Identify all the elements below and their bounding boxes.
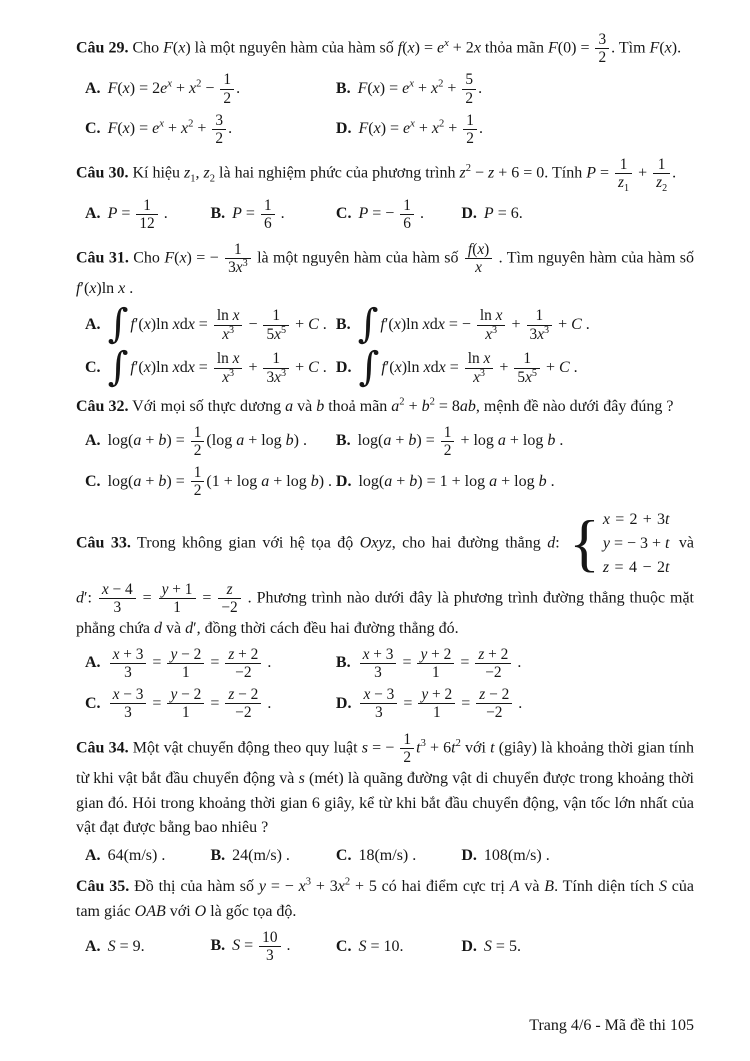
option-label: A. — [85, 937, 101, 955]
integral-icon: ∫ — [107, 344, 129, 391]
option-body: $F(x) = e^x + x^2$ + $\frac{3}{2}$ . — [107, 111, 233, 147]
question-33 — [76, 508, 694, 723]
option-body: 64(m/s) . — [107, 847, 166, 865]
option-C — [85, 344, 336, 391]
option-A — [85, 935, 210, 959]
option-A — [85, 196, 210, 233]
fraction: $\frac{z + 2}{-2}$ — [225, 646, 261, 681]
fraction: $\frac{x - 3}{3}$ — [360, 686, 397, 721]
fraction: $\frac{10}{3}$ — [259, 929, 280, 964]
question-31-body — [76, 240, 694, 302]
option-body: $\frac{x + 3}{3}$ = $\frac{y + 2}{1}$ = $\frac{z + 2}{-2}$ . — [358, 654, 522, 671]
fraction: $\frac{x + 3}{3}$ — [110, 646, 147, 681]
option-C — [85, 685, 336, 722]
fraction: $\frac{1}{2}$ — [220, 71, 234, 106]
fraction: $\frac{y - 2}{1}$ — [167, 686, 204, 721]
question-paragraph: Câu 33. Trong không gian với hệ tọa độ Oxyz, cho hai đường thẳng d: { x = 2 + 3t y = − 3 + t z = 4 − 2t và — [76, 507, 695, 579]
option-label: B. — [210, 937, 226, 955]
option-body: S = 5. — [483, 937, 521, 955]
fraction: $\frac{y + 2}{1}$ — [418, 686, 455, 721]
fraction: $\frac{\text{ln x}}{x^3}$ — [214, 350, 243, 385]
option-body: 18(m/s) . — [358, 847, 417, 865]
option-C — [336, 844, 461, 868]
option-label: A. — [85, 847, 101, 865]
option-body: P = 6. — [483, 205, 523, 223]
option-label: B. — [210, 847, 226, 865]
option-body: S = 10. — [358, 937, 404, 955]
option-C — [336, 196, 461, 233]
option-D — [336, 685, 694, 722]
fraction: $\frac{x + 3}{3}$ — [360, 646, 397, 681]
integral-icon: ∫ — [357, 301, 379, 348]
option-label: D. — [335, 472, 352, 490]
fraction: $\frac{\text{ln x}}{x^3}$ — [214, 307, 243, 342]
equation-system — [569, 508, 669, 580]
question-29 — [76, 30, 694, 148]
option-body: log(a + b) = $\frac{1}{2}$ + log a + log b . — [357, 423, 564, 460]
fraction: $\frac{1}{12}$ — [136, 197, 157, 232]
option-B — [336, 70, 694, 107]
option-label: B. — [335, 432, 351, 450]
option-body: $F(x) = e^x + x^2$ + $\frac{1}{2}$ . — [358, 111, 483, 147]
option-body: S = 9. — [107, 937, 145, 955]
question-33-body — [76, 508, 694, 642]
option-label: A. — [85, 432, 101, 450]
fraction: $\frac{z - 2}{-2}$ — [476, 686, 512, 721]
fraction: $\frac{x - 3}{3}$ — [110, 686, 147, 721]
option-label: D. — [461, 937, 477, 955]
option-body: $\frac{x + 3}{3}$ = $\frac{y - 2}{1}$ = $\frac{z + 2}{-2}$ . — [108, 654, 272, 671]
fraction: $\frac{1}{3x^3}$ — [225, 241, 251, 276]
option-body: log(a + b) = 1 + log a + log b . — [358, 472, 555, 490]
option-label: C. — [85, 472, 101, 490]
option-label: B. — [335, 79, 351, 97]
option-body: log(a + b) = $\frac{1}{2}$ (1 + log a + log b) . — [107, 464, 333, 500]
question-35-body — [76, 875, 694, 925]
option-body: P = − $\frac{1}{6}$ . — [358, 196, 424, 232]
question-30-options — [76, 196, 694, 233]
option-D — [336, 470, 694, 494]
option-body: ∫ f′(x)ln xdx = $\frac{\text{ln x}}{x^3}$ + $\frac{1}{3x^3}$ + C . — [107, 344, 327, 391]
fraction: $\frac{1}{2}$ — [191, 464, 205, 499]
option-body: $F(x) = 2e^x + x^2$ − $\frac{1}{2}$ . — [107, 71, 241, 107]
fraction: $\frac{z + 2}{-2}$ — [475, 646, 511, 681]
option-label: B. — [210, 204, 226, 222]
option-body: $\frac{x - 3}{3}$ = $\frac{y + 2}{1}$ = $\frac{z - 2}{-2}$ . — [358, 695, 522, 712]
fraction: $\frac{3}{2}$ — [595, 31, 609, 66]
question-32 — [76, 395, 694, 501]
question-32-options — [76, 423, 694, 501]
question-31-options — [76, 301, 694, 391]
fraction: $\frac{1}{6}$ — [400, 197, 414, 232]
question-29-options — [76, 70, 694, 148]
fraction: $\frac{1}{2}$ — [441, 424, 455, 459]
option-A — [85, 423, 336, 460]
option-body: S = $\frac{10}{3}$ . — [232, 928, 291, 965]
option-D — [461, 935, 694, 959]
fraction: $\frac{1}{6}$ — [261, 197, 275, 232]
option-D — [336, 111, 694, 148]
option-B — [335, 301, 694, 348]
question-paragraph: Câu 35. Đồ thị của hàm số y = − $x^3 + 3x^2 + 5$ có hai điểm cực trị A và B. Tính diện tích S của tam giác OAB với O là gốc tọa độ. — [76, 876, 695, 921]
question-31 — [76, 240, 695, 391]
option-B — [210, 844, 335, 868]
fraction: $\frac{y - 2}{1}$ — [167, 646, 204, 681]
equation-line: x = 2 + 3t — [602, 510, 670, 528]
option-label: C. — [335, 847, 352, 865]
option-body: P = $\frac{1}{6}$ . — [232, 196, 285, 232]
fraction: $\frac{\text{ln x}}{x^3}$ — [465, 350, 494, 385]
option-D — [461, 844, 694, 868]
option-B — [210, 928, 335, 965]
option-body: ∫ f′(x)ln xdx = $\frac{\text{ln x}}{x^3}$ + $\frac{1}{5x^5}$ + C . — [358, 344, 578, 391]
option-label: D. — [335, 120, 352, 138]
fraction: $\frac{z}{-2}$ — [218, 581, 240, 616]
fraction: $\frac{y + 1}{1}$ — [159, 581, 196, 616]
integral-icon: ∫ — [358, 344, 380, 391]
question-34-body — [76, 730, 694, 842]
option-B — [210, 196, 335, 233]
option-body: 108(m/s) . — [483, 847, 550, 865]
equation-line: y = − 3 + t — [602, 534, 670, 552]
fraction: $\frac{\text{ln x}}{x^3}$ — [477, 307, 506, 342]
question-paragraph: Câu 32. Với mọi số thực dương a và b thoả mãn $a^2 + b^2 = 8ab$, mệnh đề nào dưới đây đúng ? — [76, 396, 674, 416]
fraction: $\frac{1}{z_1}$ — [615, 156, 632, 191]
option-C — [85, 111, 336, 148]
option-label: C. — [85, 694, 101, 712]
option-A — [85, 645, 336, 682]
option-label: B. — [335, 315, 351, 333]
fraction: $\frac{1}{2}$ — [191, 424, 205, 459]
fraction: $\frac{x - 4}{3}$ — [99, 581, 136, 616]
option-label: C. — [85, 358, 101, 376]
option-C — [336, 935, 461, 959]
fraction: $\frac{1}{5x^5}$ — [514, 350, 540, 385]
option-A — [85, 70, 336, 107]
equation-line: z = 4 − 2t — [602, 558, 670, 576]
page-footer: Trang 4/6 - Mã đề thi 105 — [529, 1017, 694, 1034]
option-label: D. — [461, 205, 477, 223]
fraction: $\frac{3}{2}$ — [212, 112, 226, 147]
question-paragraph: Câu 29. Cho F(x) là một nguyên hàm của hàm số $f(x) = e^x + 2x$ thỏa mãn F(0) = $\frac{3}{2}$ . Tìm F(x). — [76, 31, 682, 67]
option-C — [85, 463, 336, 500]
fraction: $\frac{y + 2}{1}$ — [417, 646, 454, 681]
option-D — [335, 344, 694, 391]
option-body: $\frac{x - 3}{3}$ = $\frac{y - 2}{1}$ = $\frac{z - 2}{-2}$ . — [108, 695, 272, 712]
question-34-options — [76, 844, 694, 868]
option-body: ∫ f′(x)ln xdx = $\frac{\text{ln x}}{x^3}$ − $\frac{1}{5x^5}$ + C . — [107, 301, 327, 348]
fraction: $\frac{1}{z_2}$ — [653, 156, 670, 191]
option-label: C. — [335, 204, 352, 222]
fraction: $\frac{f(x)}{x}$ — [465, 241, 492, 276]
question-paragraph: Câu 30. Kí hiệu $z_1$, $z_2$ là hai nghiệm phức của phương trình $z^2 - z + 6 = 0$. Tính P = $\frac{1}{z_1}$ + $\frac{1}{z_2}$ . — [76, 156, 677, 195]
option-D — [461, 202, 694, 226]
fraction: $\frac{1}{3x^3}$ — [527, 307, 553, 342]
option-label: C. — [335, 937, 352, 955]
option-body: ∫ f′(x)ln xdx = − $\frac{\text{ln x}}{x^3}$ + $\frac{1}{3x^3}$ + C . — [357, 301, 590, 348]
fraction: $\frac{1}{2}$ — [463, 112, 477, 147]
option-label: D. — [461, 847, 477, 865]
fraction: $\frac{5}{2}$ — [462, 71, 476, 106]
question-35 — [76, 875, 694, 965]
option-label: A. — [85, 654, 101, 672]
option-body: log(a + b) = $\frac{1}{2}$ (log a + log b) . — [107, 423, 307, 460]
option-B — [336, 645, 694, 682]
option-A — [85, 844, 210, 868]
option-body: P = $\frac{1}{12}$ . — [107, 196, 168, 232]
option-label: A. — [85, 204, 101, 222]
integral-icon: ∫ — [107, 301, 129, 348]
question-29-body — [76, 30, 694, 67]
question-paragraph: Câu 31. Cho F(x) = − $\frac{1}{3x^3}$ là một nguyên hàm của hàm số $\frac{f(x)}{x}$ . Tìm nguyên hàm của hàm số f′(x)ln x . — [76, 240, 695, 298]
fraction: $\frac{z - 2}{-2}$ — [225, 686, 261, 721]
question-paragraph: Câu 34. Một vật chuyển động theo quy luật s = − $\frac{1}{2}$ $t^3 + 6t^2$ với t (giây) là khoảng thời gian tính từ khi vật bắt đầu chuyển động và s (mét) là quãng đường vật di chuyển được trong khoảng thời gian đó. Hỏi trong khoảng thời gian 6 giây, kể từ khi bắt đầu chuyển động, vận tốc lớn nhất của vật đạt được bằng bao nhiêu ? — [76, 730, 695, 837]
question-paragraph: d′: $\frac{x - 4}{3}$ = $\frac{y + 1}{1}$ = $\frac{z}{-2}$ . Phương trình nào dưới đây là phương trình đường thẳng thuộc mặt phẳng chứa d và d′, đồng thời cách đều hai đường thẳng đó. — [76, 580, 694, 637]
option-label: D. — [335, 358, 352, 376]
option-label: D. — [335, 694, 352, 712]
option-body: $F(x) = e^x + x^2$ + $\frac{5}{2}$ . — [357, 71, 483, 107]
option-label: A. — [85, 79, 101, 97]
question-34 — [76, 730, 694, 869]
question-33-options — [76, 645, 694, 723]
question-32-body — [76, 395, 694, 420]
fraction: $\frac{1}{5x^5}$ — [263, 307, 289, 342]
option-A — [85, 301, 336, 348]
option-label: C. — [85, 120, 101, 138]
question-35-options — [76, 928, 694, 965]
option-label: A. — [85, 315, 101, 333]
question-30 — [76, 155, 694, 233]
option-label: B. — [335, 654, 351, 672]
option-body: 24(m/s) . — [232, 847, 290, 865]
fraction: $\frac{1}{3x^3}$ — [263, 350, 289, 385]
option-B — [336, 423, 694, 460]
question-30-body — [76, 155, 694, 195]
fraction: $\frac{1}{2}$ — [400, 731, 414, 766]
brace-icon: { — [569, 507, 600, 579]
